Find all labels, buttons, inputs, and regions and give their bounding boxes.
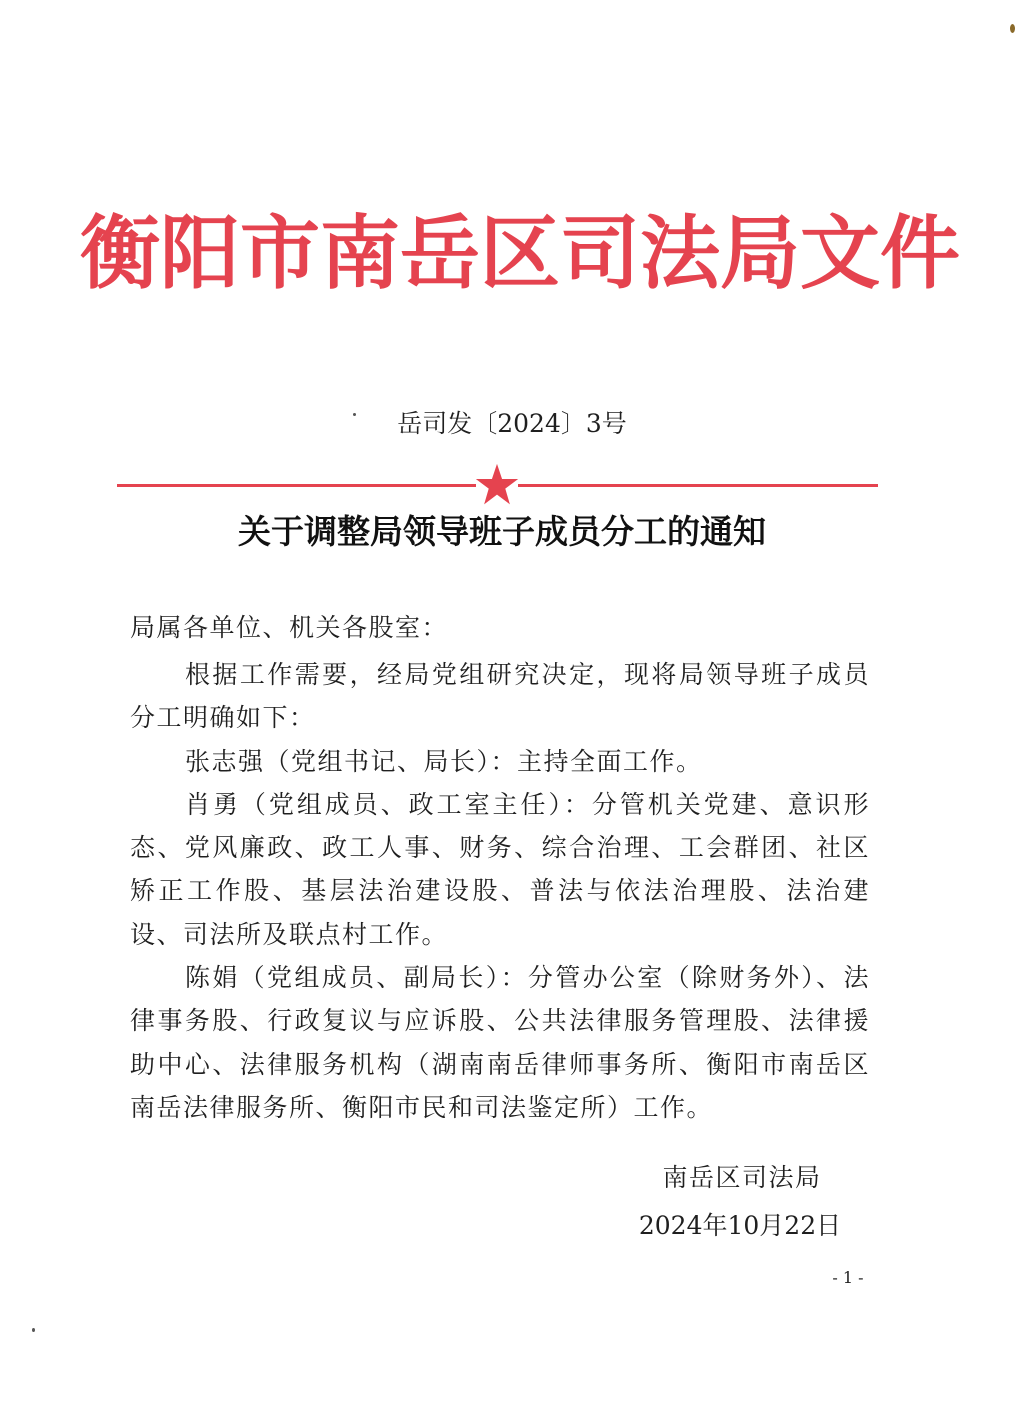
page-number: - 1 - xyxy=(832,1268,864,1287)
notice-title: 关于调整局领导班子成员分工的通知 xyxy=(238,512,766,551)
scan-speck xyxy=(353,413,356,416)
notice-body xyxy=(130,653,870,1129)
red-divider-left xyxy=(117,484,476,487)
scan-speck xyxy=(32,1328,35,1332)
salutation: 局属各单位、机关各股室： xyxy=(130,613,449,642)
signature-organization: 南岳区司法局 xyxy=(662,1163,822,1192)
red-divider-right xyxy=(518,484,878,487)
paragraph-zhang: 张志强（党组书记、局长）：主持全面工作。 xyxy=(185,746,703,776)
paragraph-chen: 陈娟（党组成员、副局长）：分管办公室（除财务外）、法律事务股、行政复议与应诉股、公共法律服务管理股、法律援助中心、法律服务机构（湖南南岳律师事务所、衡阳市南岳区南岳法律服务所、衡阳市民和司法鉴定所）工作。 xyxy=(130,963,870,1122)
paragraph-xiao: 肖勇（党组成员、政工室主任）：分管机关党建、意识形态、党风廉政、政工人事、财务、综合治理、工会群团、社区矫正工作股、基层法治建设股、普法与依法治理股、法治建设、司法所及联点村工作。 xyxy=(130,789,870,949)
scan-speck xyxy=(1010,24,1015,33)
signature-date: 2024年10月22日 xyxy=(638,1211,842,1240)
red-star-icon xyxy=(474,462,520,508)
document-masthead: 衡阳市南岳区司法局文件 xyxy=(80,206,960,300)
paragraph-intro: 根据工作需要，经局党组研究决定，现将局领导班子成员分工明确如下： xyxy=(130,660,870,733)
document-number: 岳司发〔2024〕3号 xyxy=(397,409,627,438)
